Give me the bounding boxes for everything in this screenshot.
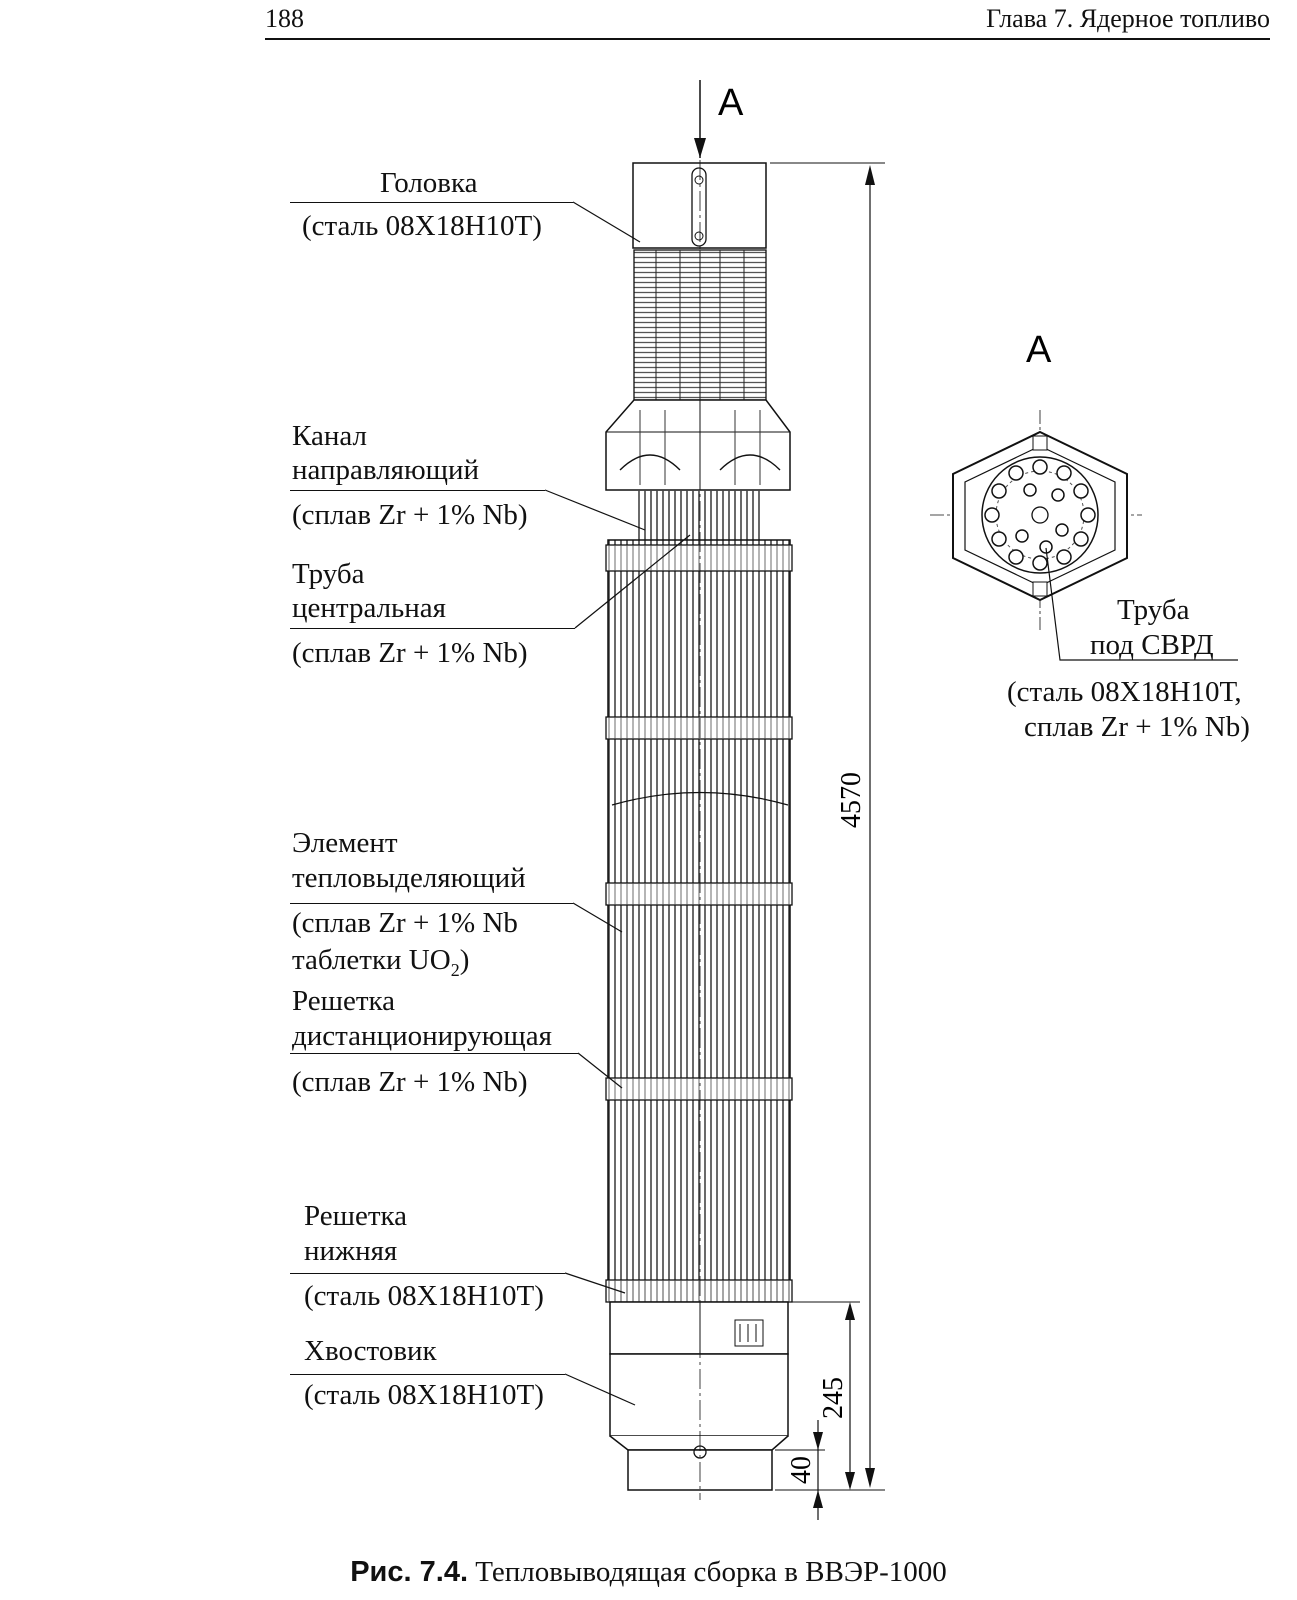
- guide-channel-name-1: Канал: [292, 420, 367, 452]
- srvd-tube-name-2: под СВРД: [1090, 629, 1214, 661]
- fuel-element-name-1: Элемент: [292, 827, 398, 859]
- spacer-grid-name-2: дистанционирующая: [292, 1020, 552, 1052]
- view-arrow-label: A: [718, 82, 744, 124]
- page-number: 188: [265, 4, 304, 33]
- spacer-grid-underline: [290, 1053, 578, 1054]
- view-arrow: [694, 80, 744, 158]
- guide-channel-underline: [290, 490, 545, 491]
- fuel-element-underline: [290, 903, 573, 904]
- shank: [610, 1302, 788, 1490]
- shank-name: Хвостовик: [304, 1335, 437, 1367]
- shank-underline: [290, 1374, 565, 1375]
- fuel-element-name-2: тепловыделяющий: [292, 862, 526, 894]
- central-tube-material: (сплав Zr + 1% Nb): [292, 637, 528, 669]
- guide-channel-material: (сплав Zr + 1% Nb): [292, 499, 528, 531]
- bottom-grid-underline: [290, 1273, 565, 1274]
- dimension-total: 4570: [836, 772, 867, 828]
- figure-caption: [0, 1556, 1297, 1589]
- spacer-grid-material: (сплав Zr + 1% Nb): [292, 1066, 528, 1098]
- chapter-title: Глава 7. Ядерное топливо: [986, 4, 1270, 33]
- section-view-a: [930, 329, 1238, 660]
- fuel-bundle: [606, 540, 792, 1302]
- srvd-tube-material-2: сплав Zr + 1% Nb): [1024, 711, 1250, 743]
- bottom-grid-material: (сталь 08Х18Н10Т): [304, 1280, 544, 1312]
- figure-caption-label: Рис. 7.4.: [350, 1556, 469, 1588]
- fuel-element-material-1: (сплав Zr + 1% Nb: [292, 907, 518, 939]
- bottom-grid-name-2: нижняя: [304, 1235, 398, 1267]
- head: [606, 163, 790, 490]
- section-view-label: A: [1026, 329, 1052, 371]
- central-tube-name-1: Труба: [292, 558, 365, 590]
- head-material: (сталь 08Х18Н10Т): [302, 210, 542, 242]
- spacer-grid-name-1: Решетка: [292, 985, 396, 1017]
- head-underline: [290, 202, 573, 203]
- figure-caption-text: Тепловыводящая сборка в ВВЭР-1000: [475, 1556, 947, 1588]
- srvd-tube-material-1: (сталь 08Х18Н10Т,: [1007, 676, 1242, 708]
- central-tube-underline: [290, 628, 575, 629]
- dimension-tip: 40: [786, 1456, 817, 1484]
- fuel-element-material-2: таблетки $UO_2$): [292, 944, 470, 980]
- srvd-tube-name-1: Труба: [1117, 594, 1190, 626]
- shank-material: (сталь 08Х18Н10Т): [304, 1379, 544, 1411]
- head-name: Головка: [380, 167, 478, 199]
- central-tube-name-2: центральная: [292, 592, 446, 624]
- guide-channel-name-2: направляющий: [292, 454, 480, 486]
- bottom-grid-name-1: Решетка: [304, 1200, 408, 1232]
- guide-channels: [637, 490, 761, 540]
- dimension-shank: 245: [818, 1377, 849, 1419]
